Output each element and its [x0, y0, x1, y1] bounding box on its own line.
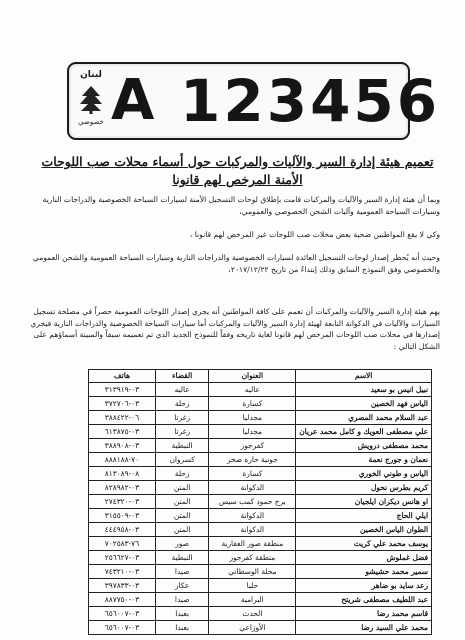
cell-phone: ٠٣-٢٥٦٦٢٧ — [89, 551, 156, 565]
cell-phone: ٠٣-٣٧٢٧٠٦ — [89, 397, 156, 411]
table-row — [89, 383, 432, 397]
cell-name: علي مصطفى العويك و كامل محمد عريان — [296, 425, 432, 439]
table-row — [89, 551, 432, 565]
cell-phone: ٠٦-٣٨٨٤٢٢ — [89, 411, 156, 425]
cell-address: كسارة — [209, 467, 296, 481]
table-row — [89, 621, 432, 635]
cell-phone: ٠٣-٢٧٤٣٢٠ — [89, 495, 156, 509]
cell-phone: ٠٣-٦٥٦٠٠٧ — [89, 621, 156, 635]
cell-name: سمير محمد حشيشو — [296, 565, 432, 579]
cedar-icon — [79, 85, 103, 115]
cell-district: صور — [155, 537, 209, 551]
cell-address: الدكوانة — [209, 481, 296, 495]
cell-phone: ٠٣-٣٨٨٩٠٨ — [89, 439, 156, 453]
cell-name: قاسم محمد رضا — [296, 607, 432, 621]
cell-phone: ٧٠-٨٨٨١٨٨ — [89, 453, 156, 467]
table-header-row — [89, 370, 432, 383]
cell-address: حلبا — [209, 579, 296, 593]
paragraph-warning: وكي لا يقع المواطنين ضحية بعض محلات صب اللوحات غير المرخص لهم قانونا ، — [189, 230, 440, 239]
table-row — [89, 579, 432, 593]
cell-name: نعمان و جورج نعمة — [296, 453, 432, 467]
table-row — [89, 467, 432, 481]
plate-country-label: لبنان — [80, 70, 102, 80]
cell-district: زغرتا — [155, 425, 209, 439]
cell-name: الياس فهد الخصين — [296, 397, 432, 411]
cell-name: نبيل انيس بو سعيد — [296, 383, 432, 397]
cell-phone: ٠٣-٣١٥٥٠٩ — [89, 509, 156, 523]
cell-phone: ٠٣-٨٨٧٧٥٠ — [89, 593, 156, 607]
plate-number: 123456 — [180, 67, 441, 135]
cell-address: منطقة كفرجوز — [209, 551, 296, 565]
table-row — [89, 425, 432, 439]
cell-district: المتن — [155, 523, 209, 537]
cell-address: كفرجوز — [209, 439, 296, 453]
cell-district: بعبدا — [155, 621, 209, 635]
cell-phone: ٠٣-٦٥٦٠٠٧ — [89, 607, 156, 621]
cell-district: عكار — [155, 579, 209, 593]
cell-name: عبد اللطيف مصطفى شريتح — [296, 593, 432, 607]
table-row — [89, 495, 432, 509]
cell-name: الياس و طوني الخوري — [296, 467, 432, 481]
cell-district: صيدا — [155, 593, 209, 607]
table-row — [89, 397, 432, 411]
paragraph-announcement: يهم هيئة إدارة السير والآليات والمركبات أن تعمم على كافة المواطنين أنه يجري إصدار اللوحات العمومية حصراً في مصلحة تسجيل السيارات والآليات في الدكوانة التابعة لهيئة إدارة السير والآليات والمركبات أما سيارات السياحة الخصوصية والدراجات النارية فيجري إصدارها في محلات صب اللوحات المرخص لهم قانونا لغاية تاريخه وفقاً للنموذج الجديد الذي تم تعميمه سبقاً والمبينة أسماؤهم على الشكل التالي : — [30, 307, 440, 351]
cell-district: كسروان — [155, 453, 209, 467]
cell-district: النبطية — [155, 551, 209, 565]
cell-name: يوسف محمد علي كريت — [296, 537, 432, 551]
cell-name: رعد سايد بو ضاهر — [296, 579, 432, 593]
header-address: العنوان — [209, 370, 296, 383]
header-phone: هاتف — [89, 370, 156, 383]
cell-district: المتن — [155, 495, 209, 509]
cell-name: عبد السلام محمد المصري — [296, 411, 432, 425]
cell-address: منطقة صور العقارية — [209, 537, 296, 551]
cell-address: البرامية — [209, 593, 296, 607]
cell-district: النبطية — [155, 439, 209, 453]
header-district: القضاء — [155, 370, 209, 383]
cell-phone: ٠٣-٧٤٣٢١٠ — [89, 565, 156, 579]
cell-phone: ٠٨-٨١٣٠٨٩ — [89, 467, 156, 481]
cell-district: زغرتا — [155, 411, 209, 425]
cell-address: مجدليا — [209, 425, 296, 439]
table-row — [89, 439, 432, 453]
plate-letter: A — [111, 68, 156, 133]
plate-type-label: خصوصي — [78, 118, 104, 126]
document-title: تعميم هيئة إدارة السير والآليات والمركبات حول أسماء محلات صب اللوحات الأمنة المرخص لهم قانونا — [41, 154, 434, 187]
cell-name: ايلي الحاج — [296, 509, 432, 523]
cell-district: عاليه — [155, 383, 209, 397]
cell-district: المتن — [155, 509, 209, 523]
cell-address: الأوزاعي — [209, 621, 296, 635]
cell-address: برج حمود كمب سيس — [209, 495, 296, 509]
header-name: الاسم — [296, 370, 432, 383]
table-row — [89, 481, 432, 495]
cell-district: المتن — [155, 481, 209, 495]
cell-district: صيدا — [155, 565, 209, 579]
cell-name: او هانس ديكران ايلجيان — [296, 495, 432, 509]
table-row — [89, 523, 432, 537]
cell-name: فضل غملوش — [296, 551, 432, 565]
cell-name: كريم بطرس نحول — [296, 481, 432, 495]
table-row — [89, 565, 432, 579]
cell-phone: ٠٣-٣٩٧٨٣٣ — [89, 579, 156, 593]
table-row — [89, 453, 432, 467]
cell-address: جونية حارة صخر — [209, 453, 296, 467]
cell-district: زحلة — [155, 397, 209, 411]
table-row — [89, 593, 432, 607]
cell-name: الطوان الياس الخصين — [296, 523, 432, 537]
cell-address: عاليه — [209, 383, 296, 397]
cell-phone: ٧٦-٧٠٢٥٨٣ — [89, 537, 156, 551]
table-row — [89, 411, 432, 425]
cell-address: مجدليا — [209, 411, 296, 425]
cell-district: زحلة — [155, 467, 209, 481]
cell-address: كسارة — [209, 397, 296, 411]
paragraph-prohibition: وحيث أنه يُحظر إصدار لوحات التسجيل العائدة لسيارات الخصوصية والدراجات النارية وسيارات السياحة العمومية والشحن العمومي والخصوصي وفق النموذج السابق وذلك إبتداءً من تاريخ ٢٠١٧/١٢/٢٢، — [32, 253, 440, 274]
shops-table — [88, 369, 432, 635]
table-row — [89, 607, 432, 621]
table-row — [89, 509, 432, 523]
cell-name: محمد مصطفى درويش — [296, 439, 432, 453]
paragraph-intro: وبما أن هيئة إدارة السير والآليات والمركبات قامت بإطلاق لوحات التسجيل الأمنة لسيارات السياحة الخصوصية والدراجات النارية وسيارات السياحة العمومية وآليات الشحن الخصوصي والعمومي، — [42, 195, 440, 216]
cell-phone: ٠٣-٦١٣٨٧٥ — [89, 425, 156, 439]
cell-address: الدكوانة — [209, 523, 296, 537]
cell-phone: ٠٣-٤٤٤٩٥٨ — [89, 523, 156, 537]
plate-emblem-panel — [75, 70, 107, 132]
cell-address: الحدث — [209, 607, 296, 621]
cell-phone: ٠٣-٨٢٨٩٨٢ — [89, 481, 156, 495]
cell-address: الدكوانة — [209, 509, 296, 523]
cell-district: بعبدا — [155, 607, 209, 621]
table-row — [89, 537, 432, 551]
cell-phone: ٠٣-٣١٣٩١٩ — [89, 383, 156, 397]
cell-name: محمد علي السيد رضا — [296, 621, 432, 635]
cell-address: محلة الوسطاني — [209, 565, 296, 579]
license-plate-image — [67, 62, 441, 140]
